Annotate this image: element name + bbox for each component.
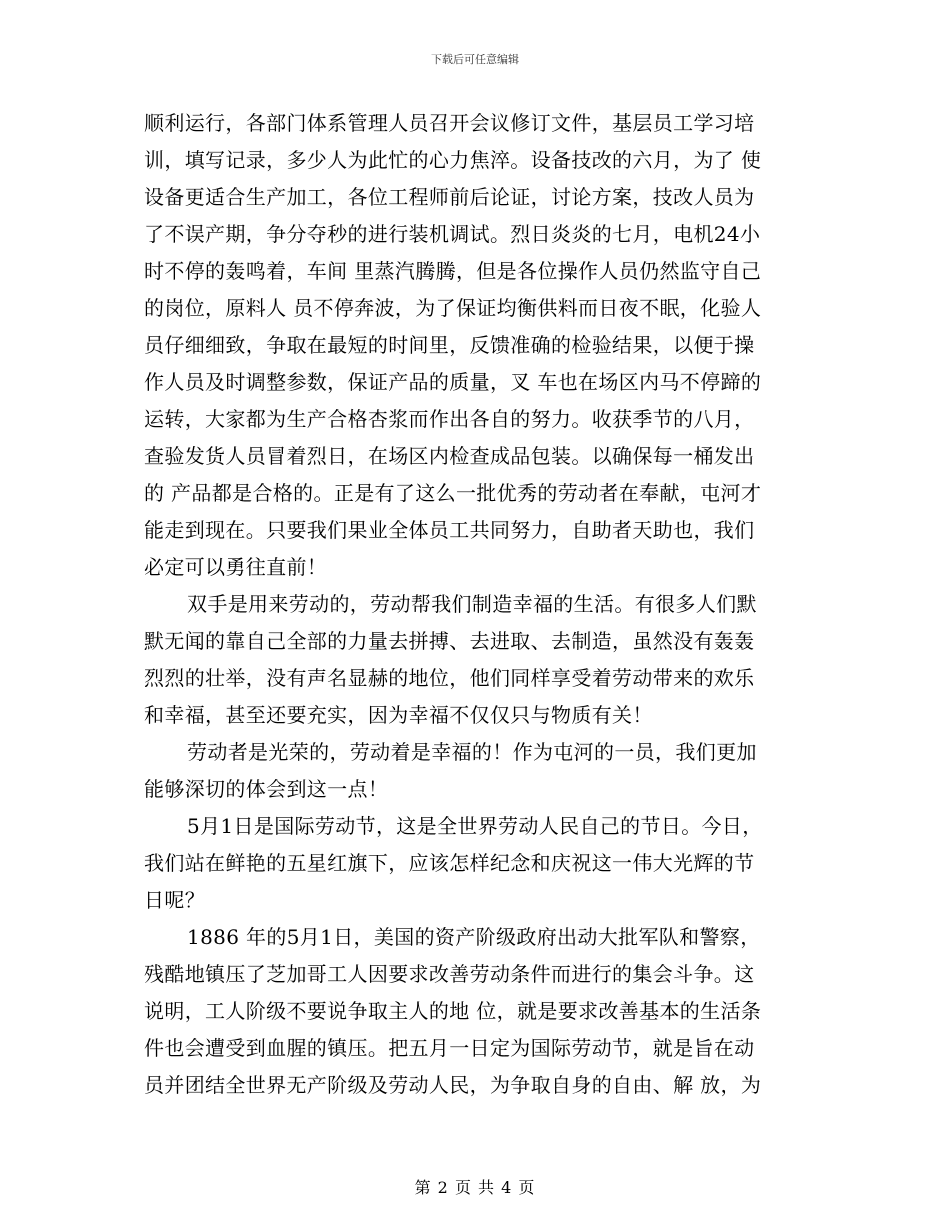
- text-line: 必定可以勇往直前！: [144, 555, 328, 579]
- text-line: 顺利运行，各部门体系管理人员召开会议修订文件，基层员工学习培: [144, 111, 755, 135]
- paragraph-first-line: 1886 年的5月1日，美国的资产阶级政府出动大批军队和警察，: [187, 925, 761, 949]
- text-line: 运转，大家都为生产合格杏浆而作出各自的努力。收获季节的八月，: [144, 407, 755, 431]
- text-line: 和幸福，甚至还要充实，因为幸福不仅仅只与物质有关！: [144, 703, 653, 727]
- page-header-note: 下载后可任意编辑: [431, 53, 519, 66]
- paragraph-first-line: 5月1日是国际劳动节，这是全世界劳动人民自己的节日。今日，: [187, 814, 763, 838]
- text-line: 查验发货人员冒着烈日，在场区内检查成品包装。以确保每一桶发出: [144, 444, 755, 468]
- text-line: 训，填写记录，多少人为此忙的心力焦淬。设备技改的六月，为了 使: [144, 148, 762, 172]
- text-line: 能够深切的体会到这一点！: [144, 777, 389, 801]
- paragraph-first-line: 双手是用来劳动的，劳动帮我们制造幸福的生活。有很多人们默: [187, 592, 757, 616]
- text-line: 我们站在鲜艳的五星红旗下，应该怎样纪念和庆祝这一伟大光辉的节: [144, 851, 755, 875]
- text-line: 设备更适合生产加工，各位工程师前后论证，讨论方案，技改人员为: [144, 185, 755, 209]
- text-line: 员仔细细致，争取在最短的时间里，反馈准确的检验结果，以便于操: [144, 333, 755, 357]
- text-line: 员并团结全世界无产阶级及劳动人民，为争取自身的自由、解 放，为: [144, 1073, 762, 1097]
- text-line: 能走到现在。只要我们果业全体员工共同努力，自助者天助也，我们: [144, 518, 755, 542]
- page-number: 第 2 页 共 4 页: [414, 1178, 536, 1197]
- text-line: 了不误产期，争分夺秒的进行装机调试。烈日炎炎的七月，电机24小: [144, 222, 761, 246]
- text-line: 件也会遭受到血腥的镇压。把五月一日定为国际劳动节，就是旨在动: [144, 1036, 755, 1060]
- text-line: 说明，工人阶级不要说争取主人的地 位，就是要求改善基本的生活条: [144, 999, 762, 1023]
- text-line: 日呢？: [144, 888, 206, 912]
- text-line: 的 产品都是合格的。正是有了这么一批优秀的劳动者在奉献，屯河才: [144, 481, 762, 505]
- text-line: 默无闻的靠自己全部的力量去拼搏、去进取、去制造，虽然没有轰轰: [144, 629, 755, 653]
- text-line: 残酷地镇压了芝加哥工人因要求改善劳动条件而进行的集会斗争。这: [144, 962, 755, 986]
- paragraph-first-line: 劳动者是光荣的，劳动着是幸福的！作为屯河的一员，我们更加: [187, 740, 757, 764]
- text-line: 作人员及时调整参数，保证产品的质量，叉 车也在场区内马不停蹄的: [144, 370, 762, 394]
- text-line: 时不停的轰鸣着，车间 里蒸汽腾腾，但是各位操作人员仍然监守自己: [144, 259, 762, 283]
- text-line: 的岗位，原料人 员不停奔波，为了保证均衡供料而日夜不眠，化验人: [144, 296, 762, 320]
- text-line: 烈烈的壮举，没有声名显赫的地位，他们同样享受着劳动带来的欢乐: [144, 666, 755, 690]
